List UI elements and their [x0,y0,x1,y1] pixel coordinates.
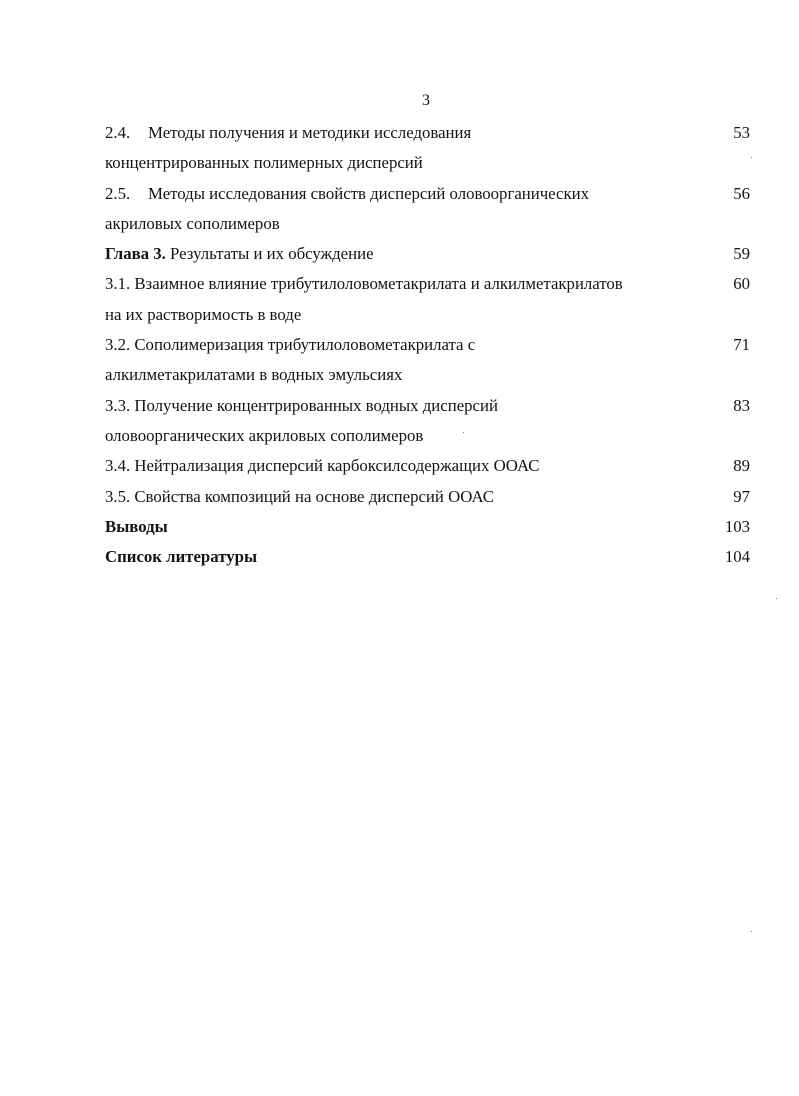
toc-entry-page: 53 [733,123,750,142]
toc-entry-page: 56 [733,183,750,203]
toc-chapter-3 [105,239,750,269]
toc-entry-title: 3.4. Нейтрализация дисперсий карбоксилсодержащих ООАС [105,456,540,476]
toc-entry-page: 104 [724,547,750,567]
toc-entry-title: Методы исследования свойств дисперсий оловоорганических [148,183,590,203]
toc-entry-3-3 [105,391,750,421]
toc-entry-page: 83 [733,395,750,415]
toc-entry-page: 89 [733,456,750,476]
toc-entry-3-3-continuation [105,421,750,451]
toc-references [105,542,750,572]
toc-entry-3-5 [105,482,750,512]
toc-entry-3-1-continuation [105,300,750,330]
toc-conclusions [105,512,750,542]
toc-entry-2-4 [105,118,750,148]
scan-speck [776,598,777,599]
toc-entry-title: 3.2. Сополимеризация трибутилоловометакрилата с [105,335,476,355]
page-number: 3 [422,92,430,109]
toc-entry-3-1 [105,269,750,299]
toc-entry-2-5 [105,179,750,209]
toc-entry-title: Методы получения и методики исследования [148,123,472,142]
scan-speck [751,931,752,932]
toc-entry-page: 97 [733,486,750,506]
scan-speck [463,432,464,433]
toc-entry-title-continuation: алкилметакрилатами в водных эмульсиях [105,365,403,385]
toc-entry-3-2-continuation [105,360,750,390]
toc-entry-2-5-continuation [105,209,750,239]
chapter-title: Результаты и их обсуждение [165,244,374,264]
toc-entry-number: 2.5. [105,183,131,203]
toc-entry-page: 103 [724,516,750,536]
toc-entry-title: 3.1. Взаимное влияние трибутилоловометакрилата и алкилметакрилатов [105,274,623,294]
scan-speck [751,157,752,158]
toc-entry-title-continuation: оловоорганических акриловых сополимеров [105,425,424,445]
table-of-contents [105,118,750,572]
toc-entry-title: 3.5. Свойства композиций на основе дисперсий ООАС [105,486,494,506]
toc-entry-title-continuation: концентрированных полимерных дисперсий [105,153,423,173]
conclusions-title: Выводы [105,516,168,536]
toc-entry-title-continuation: акриловых сополимеров [105,213,280,233]
chapter-label: Глава 3. [105,244,166,264]
toc-entry-page: 60 [733,274,750,294]
toc-entry-title-continuation: на их растворимость в воде [105,304,302,324]
references-title: Список литературы [105,547,258,567]
toc-entry-2-4-continuation [105,148,750,178]
toc-entry-3-2 [105,330,750,360]
toc-entry-page: 71 [733,335,750,355]
toc-entry-3-4 [105,451,750,481]
toc-entry-title: 3.3. Получение концентрированных водных дисперсий [105,395,498,415]
toc-entry-page: 59 [733,244,750,264]
toc-entry-number: 2.4. [105,123,131,142]
